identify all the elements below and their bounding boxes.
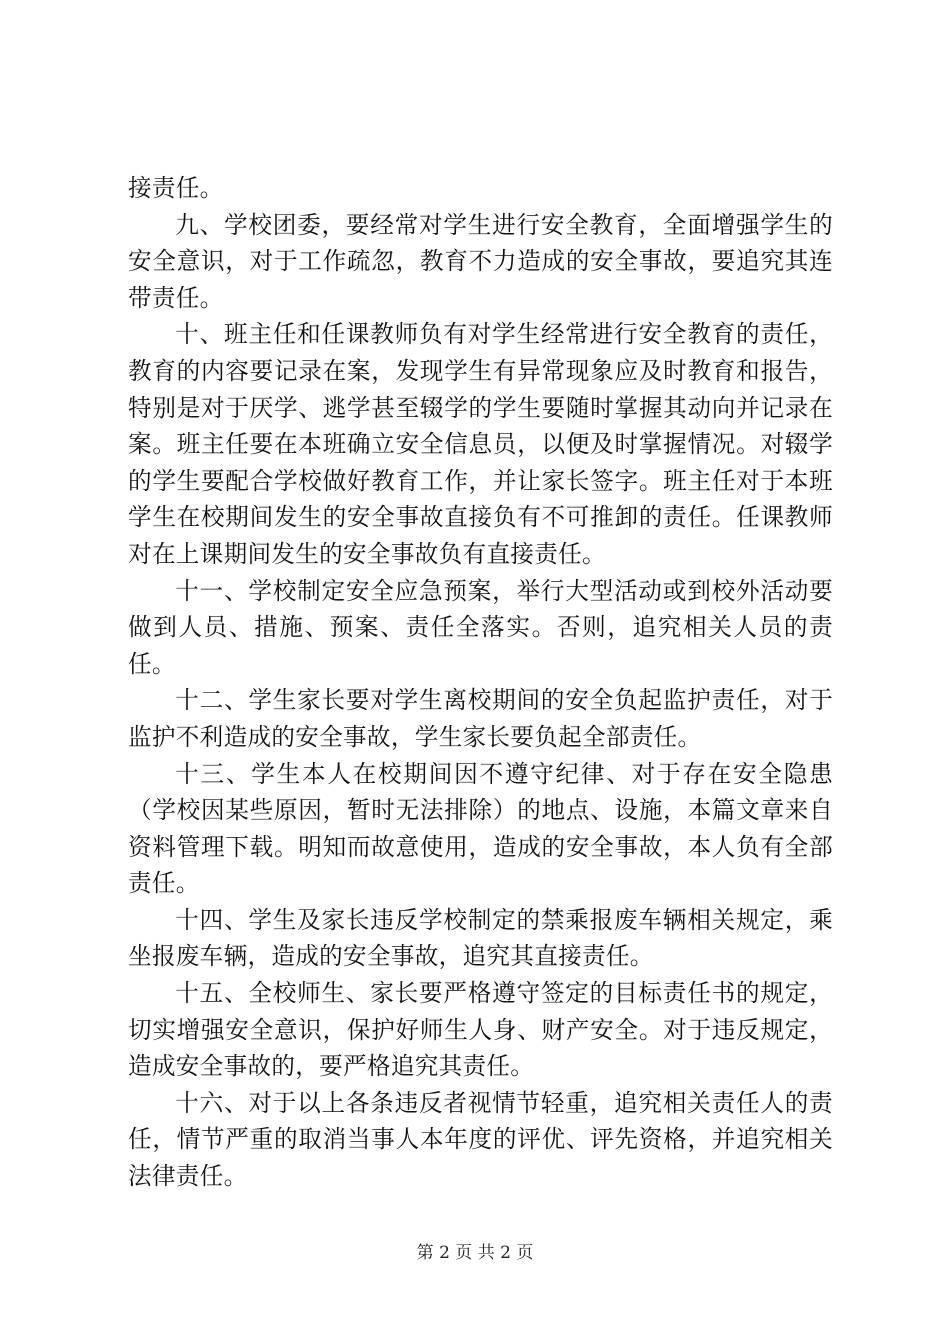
paragraph-item-15: 十五、全校师生、家长要严格遵守签定的目标责任书的规定，切实增强安全意识，保护好师生人身、财产安全。对于违反规定，造成安全事故的，要严格追究其责任。 (128, 979, 833, 1081)
paragraph-continuation: 接责任。 (128, 174, 224, 202)
paragraph-item-16: 十六、对于以上各条违反者视情节轻重，追究相关责任人的责任，情节严重的取消当事人本年度的评优、评先资格，并追究相关法律责任。 (128, 1088, 833, 1191)
paragraph-item-13: 十三、学生本人在校期间因不遵守纪律、对于存在安全隐患（学校因某些原因，暂时无法排除）的地点、设施，本篇文章来自资料管理下载。明知而故意使用，造成的安全事故，本人负有全部责任。 (128, 759, 833, 898)
paragraph-item-14: 十四、学生及家长违反学校制定的禁乘报废车辆相关规定，乘坐报废车辆，造成的安全事故，追究其直接责任。 (128, 905, 833, 971)
document-body (128, 170, 833, 1195)
paragraph-item-10: 十、班主任和任课教师负有对学生经常进行安全教育的责任，教育的内容要记录在案，发现学生有异常现象应及时教育和报告，特别是对于厌学、逃学甚至辍学的学生要随时掌握其动向并记录在案。班主任要在本班确立安全信息员，以便及时掌握情况。对辍学的学生要配合学校做好教育工作，并让家长签字。班主任对于本班学生在校期间发生的安全事故直接负有不可推卸的责任。任课教师对在上课期间发生的安全事故负有直接责任。 (128, 320, 833, 568)
paragraph-item-11: 十一、学校制定安全应急预案，举行大型活动或到校外活动要做到人员、措施、预案、责任全落实。否则，追究相关人员的责任。 (128, 576, 833, 678)
paragraph-item-9: 九、学校团委，要经常对学生进行安全教育，全面增强学生的安全意识，对于工作疏忽，教育不力造成的安全事故，要追究其连带责任。 (128, 210, 833, 312)
paragraph-item-12: 十二、学生家长要对学生离校期间的安全负起监护责任，对于监护不利造成的安全事故，学生家长要负起全部责任。 (128, 686, 833, 751)
page-number-footer: 第 2 页 共 2 页 (416, 1243, 534, 1263)
